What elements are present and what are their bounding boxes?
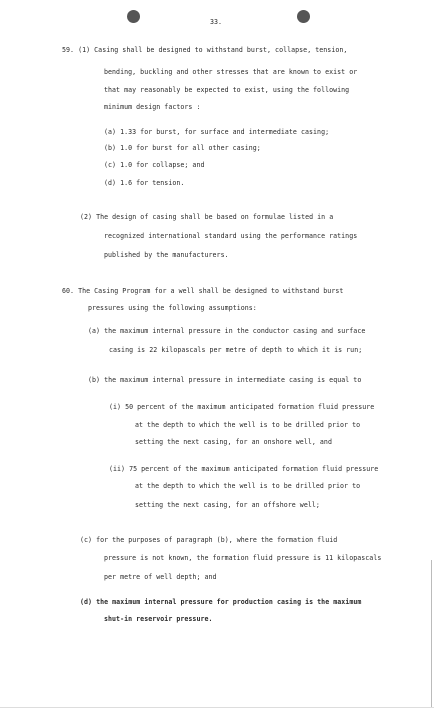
section-60-d-line: (d) the maximum internal pressure for production casing is the maximum xyxy=(80,598,362,606)
section-60-b-line: (b) the maximum internal pressure in intermediate casing is equal to xyxy=(88,376,362,384)
design-factor-item: (c) 1.0 for collapse; and xyxy=(104,161,205,169)
section-60-line: 60. The Casing Program for a well shall be designed to withstand burst xyxy=(62,287,344,295)
section-60-d-line: shut-in reservoir pressure. xyxy=(104,615,213,623)
section-59-2-line: recognized international standard using the performance ratings xyxy=(104,232,358,240)
section-60-b-ii-line: (ii) 75 percent of the maximum anticipated formation fluid pressure xyxy=(109,465,379,473)
section-60-c-line: (c) for the purposes of paragraph (b), where the formation fluid xyxy=(80,536,338,544)
section-60-b-ii-line: setting the next casing, for an offshore well; xyxy=(135,501,320,509)
punch-hole-right xyxy=(297,10,310,23)
section-60-c-line: pressure is not known, the formation fluid pressure is 11 kilopascals xyxy=(104,554,382,562)
section-60-a-line: casing is 22 kilopascals per metre of depth to which it is run; xyxy=(109,346,363,354)
section-59-2-line: published by the manufacturers. xyxy=(104,251,229,259)
design-factor-item: (b) 1.0 for burst for all other casing; xyxy=(104,144,261,152)
section-60-b-i-line: setting the next casing, for an onshore well, and xyxy=(135,438,332,446)
section-60-c-line: per metre of well depth; and xyxy=(104,573,217,581)
section-59-line: that may reasonably be expected to exist, using the following xyxy=(104,86,350,94)
section-59-line: minimum design factors : xyxy=(104,103,201,111)
page-edge xyxy=(431,560,432,708)
section-59-2-line: (2) The design of casing shall be based on formulae listed in a xyxy=(80,213,334,221)
section-60-a-line: (a) the maximum internal pressure in the conductor casing and surface xyxy=(88,327,366,335)
section-59-line: 59. (1) Casing shall be designed to withstand burst, collapse, tension, xyxy=(62,46,348,54)
design-factor-item: (d) 1.6 for tension. xyxy=(104,179,185,187)
design-factor-item: (a) 1.33 for burst, for surface and intermediate casing; xyxy=(104,128,330,136)
section-60-b-i-line: (i) 50 percent of the maximum anticipated formation fluid pressure xyxy=(109,403,375,411)
section-60-b-i-line: at the depth to which the well is to be drilled prior to xyxy=(135,421,361,429)
section-60-b-ii-line: at the depth to which the well is to be drilled prior to xyxy=(135,482,361,490)
section-59-line: bending, buckling and other stresses that are known to exist or xyxy=(104,68,358,76)
section-60-line: pressures using the following assumptions: xyxy=(88,304,257,312)
punch-hole-left xyxy=(127,10,140,23)
page-number: 33. xyxy=(210,18,223,26)
